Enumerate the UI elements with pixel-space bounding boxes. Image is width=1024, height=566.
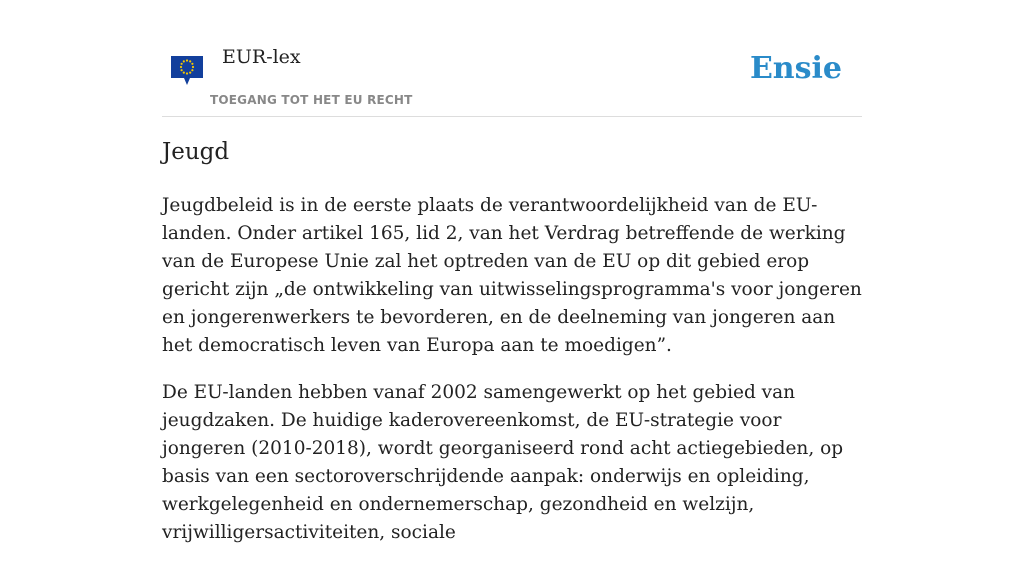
article-paragraph: De EU-landen hebben vanaf 2002 samengewerkt op het gebied van jeugdzaken. De huidige kaderovereenkomst, de EU-strategie voor jongeren (2010-2018), wordt georganiseerd rond acht actiegebieden, op basis van een sectoroverschrijdende aanpak: onderwijs en opleiding, werkgelegenheid en ondernemerschap, gezondheid en welzijn, vrijwilligersactiviteiten, sociale	[162, 382, 844, 543]
article-paragraph: Jeugdbeleid is in de eerste plaats de verantwoordelijkheid van de EU-landen. Onder artikel 165, lid 2, van het Verdrag betreffende de werking van de Europese Unie zal het optreden van de EU op dit gebied erop gericht zijn „de ontwikkeling van uitwisselingsprogramma's voor jongeren en jongerenwerkers te bevorderen, en de deelneming van jongeren aan het democratisch leven van Europa aan te moedigen”.	[162, 195, 862, 356]
site-tagline: TOEGANG TOT HET EU RECHT	[210, 93, 413, 107]
eu-flag-icon[interactable]	[170, 55, 204, 87]
site-name[interactable]: EUR-lex	[222, 46, 301, 68]
article-body	[162, 192, 862, 566]
page-title: Jeugd	[162, 139, 230, 165]
brand-logo[interactable]: Ensie	[749, 51, 842, 86]
site-header	[162, 0, 862, 117]
